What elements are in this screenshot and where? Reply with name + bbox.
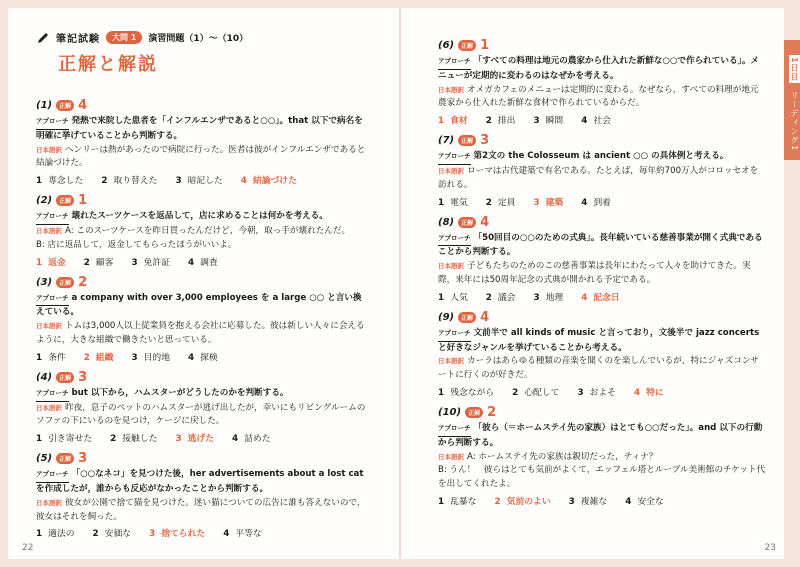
option-text: 乱暴な: [450, 496, 477, 507]
option-item: [84, 350, 114, 363]
option-item: [101, 173, 157, 186]
question-number: (9): [438, 311, 455, 323]
options-row: [438, 385, 766, 398]
option-number: 1: [438, 387, 445, 398]
translation-text: [36, 239, 366, 253]
question-head: [438, 405, 766, 420]
answer-number: 1: [78, 193, 88, 209]
option-number: 3: [533, 197, 540, 208]
option-text: 返金: [48, 257, 66, 268]
option-text: 社会: [593, 116, 611, 127]
translation-text: [36, 497, 366, 525]
answer-number: 2: [78, 274, 88, 290]
option-number: 4: [231, 434, 239, 445]
translation-label: 日本語訳: [36, 145, 62, 154]
option-item: [438, 290, 468, 303]
option-item: [110, 431, 157, 444]
approach-body: 「彼ら（＝ホームステイ先の家族）はとても○○だった」。and 以下の行動から判断する。: [438, 422, 763, 448]
option-number: 1: [438, 496, 445, 507]
option-item: [438, 385, 494, 398]
correct-badge: 正解: [56, 372, 74, 383]
option-number: 1: [36, 529, 43, 540]
option-item: [438, 195, 468, 208]
approach-body: 壊れたスーツケースを返品して，店に求めることは何かを考える。: [71, 211, 328, 222]
option-item: [175, 173, 222, 186]
translation-text: [438, 355, 766, 383]
option-number: 4: [633, 387, 641, 398]
option-text: 条件: [48, 352, 66, 363]
approach-text: [36, 210, 366, 225]
option-text: 専念した: [48, 176, 84, 187]
option-number: 3: [533, 292, 540, 303]
option-item: [241, 173, 297, 186]
correct-badge: 正解: [458, 40, 476, 51]
options-row: [438, 113, 766, 126]
approach-body: a company with over 3,000 employees を a large ○○ と言い換えている。: [36, 292, 362, 318]
option-item: [533, 195, 563, 208]
question-block: [438, 405, 766, 507]
options-row: [36, 431, 366, 444]
answer-number: 2: [487, 404, 497, 420]
option-number: 1: [36, 352, 43, 363]
option-text: 安全な: [637, 496, 664, 507]
question-block: [438, 38, 766, 126]
option-text: 建築: [545, 197, 564, 208]
option-text: 食材: [450, 116, 468, 127]
option-item: [175, 431, 214, 444]
option-text: 心配して: [524, 387, 560, 398]
option-text: 取り替えた: [113, 176, 158, 187]
question-block: [36, 370, 366, 444]
approach-label: アプローチ: [438, 55, 471, 70]
translation-body: A: このスーツケースを昨日買ったんだけど，今朝，取っ手が壊れたんだ。: [65, 225, 351, 236]
option-number: 1: [36, 434, 43, 445]
option-text: 到着: [593, 197, 611, 208]
question-number: (3): [36, 276, 53, 288]
option-item: [232, 431, 271, 444]
option-text: 記念日: [593, 292, 620, 303]
approach-text: [36, 468, 366, 497]
translation-text: [438, 260, 766, 288]
option-item: [581, 195, 611, 208]
side-tab: [784, 40, 800, 160]
translation-body: トムは3,000人以上従業員を抱える会社に応募した。彼は新しい人々に会えるように，大きな組織で働きたいと思っている。: [36, 321, 365, 345]
question-number: (6): [438, 40, 455, 51]
question-number: (2): [36, 195, 53, 207]
option-item: [36, 526, 75, 539]
option-number: 3: [131, 352, 138, 363]
translation-label: 日本語訳: [36, 322, 62, 331]
translation-body: オメガカフェのメニューは定期的に変わる。なぜなら，すべての料理が地元農家から仕入れた新鮮な食材で作られているからだ。: [438, 84, 759, 109]
option-item: [36, 350, 66, 363]
translation-body: 昨夜，息子のペットのハムスターが逃げ出したが，幸いにもリビングルームのソファの下にいるのを見つけ，ケージに戻した。: [36, 402, 366, 427]
option-text: 目的地: [143, 352, 170, 363]
option-item: [188, 255, 218, 268]
option-item: [36, 431, 92, 444]
option-number: 4: [188, 352, 195, 363]
option-number: 2: [485, 116, 492, 127]
option-number: 4: [188, 257, 195, 268]
question-block: [36, 275, 366, 363]
approach-body: 「○○なネコ」を見つけた後，her advertisements about a lost cat を作成したが，誰からも反応がなかったことから判断する。: [36, 469, 364, 494]
options-row: [438, 195, 766, 208]
option-text: 特に: [646, 387, 664, 398]
translation-body: B: 店に返品して，返金してもらったほうがいいよ。: [36, 239, 237, 250]
option-item: [36, 173, 83, 186]
option-number: 1: [438, 197, 445, 208]
option-item: [93, 526, 132, 539]
option-number: 3: [533, 116, 540, 127]
question-number: (8): [438, 216, 455, 228]
right-column: [438, 38, 766, 514]
option-text: 結論づけた: [252, 176, 297, 187]
options-row: [36, 350, 366, 363]
answer-number: 4: [78, 98, 88, 113]
option-number: 2: [512, 387, 519, 398]
option-item: [84, 255, 114, 268]
answer-number: 1: [480, 38, 490, 53]
question-block: [36, 451, 366, 539]
option-item: [438, 494, 477, 507]
correct-badge: 正解: [56, 277, 74, 288]
option-text: 免許証: [143, 257, 170, 268]
option-number: 2: [101, 176, 108, 187]
approach-label: アプローチ: [36, 115, 69, 130]
option-number: 3: [175, 176, 182, 187]
approach-label: アプローチ: [36, 210, 69, 225]
option-text: 捨てられた: [161, 529, 206, 540]
approach-body: 「すべての料理は地元の農家から仕入れた新鮮な○○で作られている」。メニューが定期的に変わるのはなぜかを考える。: [438, 56, 760, 81]
answer-number: 4: [480, 214, 490, 230]
option-text: 人気: [450, 292, 468, 303]
question-block: [438, 215, 766, 303]
answer-number: 3: [480, 133, 490, 149]
options-row: [438, 290, 766, 303]
option-item: [223, 526, 262, 539]
option-number: 4: [625, 496, 632, 507]
option-item: [533, 113, 563, 126]
correct-badge: 正解: [56, 100, 74, 111]
option-item: [634, 385, 664, 398]
approach-label: アプローチ: [438, 150, 471, 165]
approach-body: 文前半で all kinds of music と言っており，文後半で jazz concerts と好きなジャンルを挙げていることから考える。: [438, 327, 760, 353]
approach-body: 第2文の the Colosseum は ancient ○○ の具体例と考える。: [473, 151, 729, 162]
option-number: 3: [577, 387, 584, 398]
correct-badge: 正解: [458, 312, 476, 323]
approach-label: アプローチ: [438, 327, 471, 342]
question-head: [36, 98, 366, 113]
option-text: 地理: [545, 292, 564, 303]
header-title: 筆記試験: [56, 34, 100, 45]
question-block: [438, 310, 766, 398]
option-text: 気前のよい: [506, 496, 551, 507]
option-number: 2: [485, 292, 492, 303]
option-text: 逃げた: [187, 434, 214, 445]
approach-text: [438, 232, 766, 261]
option-number: 4: [240, 176, 247, 187]
translation-label: 日本語訳: [438, 357, 464, 366]
question-head: [36, 193, 366, 208]
translation-label: 日本語訳: [36, 403, 62, 412]
translation-label: 日本語訳: [36, 226, 62, 235]
question-head: [438, 310, 766, 325]
approach-body: 「50回目の○○のための式典」。長年続いている慈善事業が開く式典であることから判断する。: [438, 232, 763, 258]
option-number: 2: [92, 529, 99, 540]
option-text: 排出: [497, 116, 516, 127]
correct-badge: 正解: [458, 135, 476, 146]
question-head: [36, 275, 366, 290]
option-number: 1: [36, 257, 43, 268]
translation-label: 日本語訳: [438, 85, 464, 94]
option-number: 4: [581, 116, 588, 127]
option-text: 定員: [497, 197, 516, 208]
approach-label: アプローチ: [438, 232, 471, 247]
approach-text: [438, 150, 766, 165]
pencil-icon: [36, 31, 50, 45]
translation-body: 子どもたちのためのこの慈善事業は長年にわたって人々を助けてきた。実際，来年には50周年記念の式典が開かれる予定である。: [438, 261, 751, 285]
question-head: [438, 38, 766, 53]
translation-text: [36, 320, 366, 348]
question-block: [36, 98, 366, 186]
approach-label: アプローチ: [36, 468, 69, 483]
option-text: 電気: [450, 197, 468, 208]
option-item: [569, 494, 608, 507]
options-row: [36, 173, 366, 186]
approach-label: アプローチ: [36, 292, 69, 307]
option-number: 3: [149, 529, 156, 540]
option-item: [486, 290, 516, 303]
page-number-right: 23: [764, 543, 776, 553]
page-title: 正解と解説: [58, 54, 158, 75]
answer-number: 4: [480, 309, 490, 325]
option-text: 調査: [200, 257, 218, 268]
translation-body: ヘンリーは熱があったので病院に行った。医者は彼がインフルエンザであると結論づけた。: [36, 144, 366, 169]
side-tab-num: 1日目: [790, 56, 799, 82]
question-number: (1): [36, 100, 53, 111]
question-head: [438, 215, 766, 230]
option-text: 安価な: [104, 529, 132, 540]
question-head: [438, 133, 766, 148]
option-number: 3: [131, 257, 138, 268]
options-row: [36, 526, 366, 539]
side-tab-label: リーディング1: [790, 91, 799, 152]
translation-text: [36, 402, 366, 430]
translation-body: ローマは古代建築で有名である。たとえば，毎年約700万人がコロッセオを訪れる。: [438, 165, 759, 190]
question-block: [438, 133, 766, 207]
options-row: [36, 255, 366, 268]
option-item: [512, 385, 559, 398]
approach-label: アプローチ: [438, 422, 471, 437]
page-number-left: 22: [22, 543, 34, 553]
option-item: [438, 113, 468, 126]
option-text: 接触した: [122, 434, 158, 445]
translation-text: [36, 144, 366, 172]
approach-body: 発熱で来院した患者を「インフルエンザであると○○」。that 以下で病名を明確に挙げていることから判断する。: [36, 116, 363, 141]
question-head: [36, 451, 366, 466]
approach-label: アプローチ: [36, 387, 69, 402]
approach-text: [36, 387, 366, 402]
approach-body: but 以下から，ハムスターがどうしたのかを判断する。: [71, 387, 289, 398]
option-number: 1: [438, 292, 445, 303]
option-item: [625, 494, 664, 507]
translation-body: 彼女が公園で捨て猫を見つけた。迷い猫についての広告に誰も答えないので，彼女はそれを飼った。: [36, 497, 366, 522]
correct-badge: 正解: [465, 407, 483, 418]
question-number: (5): [36, 453, 53, 465]
option-item: [495, 494, 551, 507]
translation-label: 日本語訳: [438, 262, 464, 271]
option-item: [577, 385, 616, 398]
approach-text: [438, 422, 766, 451]
section-header: [36, 30, 248, 45]
option-item: [131, 255, 170, 268]
translation-text: [36, 225, 366, 239]
option-item: [188, 350, 218, 363]
question-number: (4): [36, 371, 53, 383]
option-item: [581, 113, 611, 126]
option-number: 2: [110, 434, 117, 445]
question-block: [36, 193, 366, 267]
approach-text: [36, 292, 366, 321]
option-item: [131, 350, 170, 363]
option-text: およそ: [589, 387, 616, 398]
option-item: [36, 255, 66, 268]
option-text: 平等な: [235, 529, 262, 540]
approach-text: [438, 55, 766, 84]
option-text: 引き寄せた: [48, 434, 93, 445]
option-text: 詰めた: [244, 434, 271, 445]
option-number: 3: [568, 496, 575, 507]
header-badge: 大問 1: [106, 31, 142, 44]
translation-body: A: ホームステイ先の家族は親切だった，ティナ？: [467, 451, 658, 462]
option-text: 探検: [200, 352, 218, 363]
translation-text: [438, 165, 766, 193]
approach-text: [438, 327, 766, 356]
option-item: [149, 526, 205, 539]
option-item: [486, 113, 516, 126]
option-text: 議会: [497, 292, 516, 303]
option-number: 2: [485, 197, 492, 208]
answer-number: 3: [78, 451, 88, 467]
option-number: 1: [36, 176, 43, 187]
option-text: 瞬間: [545, 116, 564, 127]
option-text: 残念ながら: [450, 387, 495, 398]
translation-label: 日本語訳: [438, 166, 464, 175]
approach-text: [36, 115, 366, 144]
translation-label: 日本語訳: [36, 498, 62, 507]
correct-badge: 正解: [458, 217, 476, 228]
option-number: 2: [494, 496, 501, 507]
options-row: [438, 494, 766, 507]
translation-text: [438, 464, 766, 492]
option-number: 4: [581, 292, 588, 303]
question-number: (7): [438, 135, 455, 147]
option-text: 複雑な: [580, 496, 608, 507]
option-item: [533, 290, 563, 303]
question-number: (10): [438, 406, 462, 418]
option-number: 4: [581, 197, 588, 208]
translation-text: [438, 84, 766, 112]
option-number: 2: [83, 352, 90, 363]
option-text: 顧客: [95, 257, 114, 268]
option-text: 組織: [95, 352, 114, 363]
gutter: [399, 8, 401, 559]
option-text: 適法の: [48, 529, 75, 540]
correct-badge: 正解: [56, 195, 74, 206]
option-item: [581, 290, 620, 303]
option-number: 1: [438, 116, 445, 127]
translation-label: 日本語訳: [438, 452, 464, 461]
left-column: [36, 98, 366, 546]
translation-body: B: うん！ 彼らはとても気前がよくて，エッフェル塔とルーブル美術館のチケット代を出してくれたよ。: [438, 465, 766, 490]
question-head: [36, 370, 366, 385]
option-number: 3: [175, 434, 182, 445]
header-subtitle: 演習問題（1）～（10）: [148, 34, 249, 44]
option-item: [486, 195, 516, 208]
correct-badge: 正解: [56, 453, 74, 464]
option-text: 暗記した: [187, 176, 223, 187]
option-number: 4: [223, 529, 230, 540]
answer-number: 3: [78, 369, 88, 385]
option-number: 2: [83, 257, 90, 268]
translation-body: カーラはあらゆる種類の音楽を聞くのを楽しんでいるが，特にジャズコンサートに行くのが好きだ。: [438, 356, 760, 381]
translation-text: [438, 451, 766, 465]
